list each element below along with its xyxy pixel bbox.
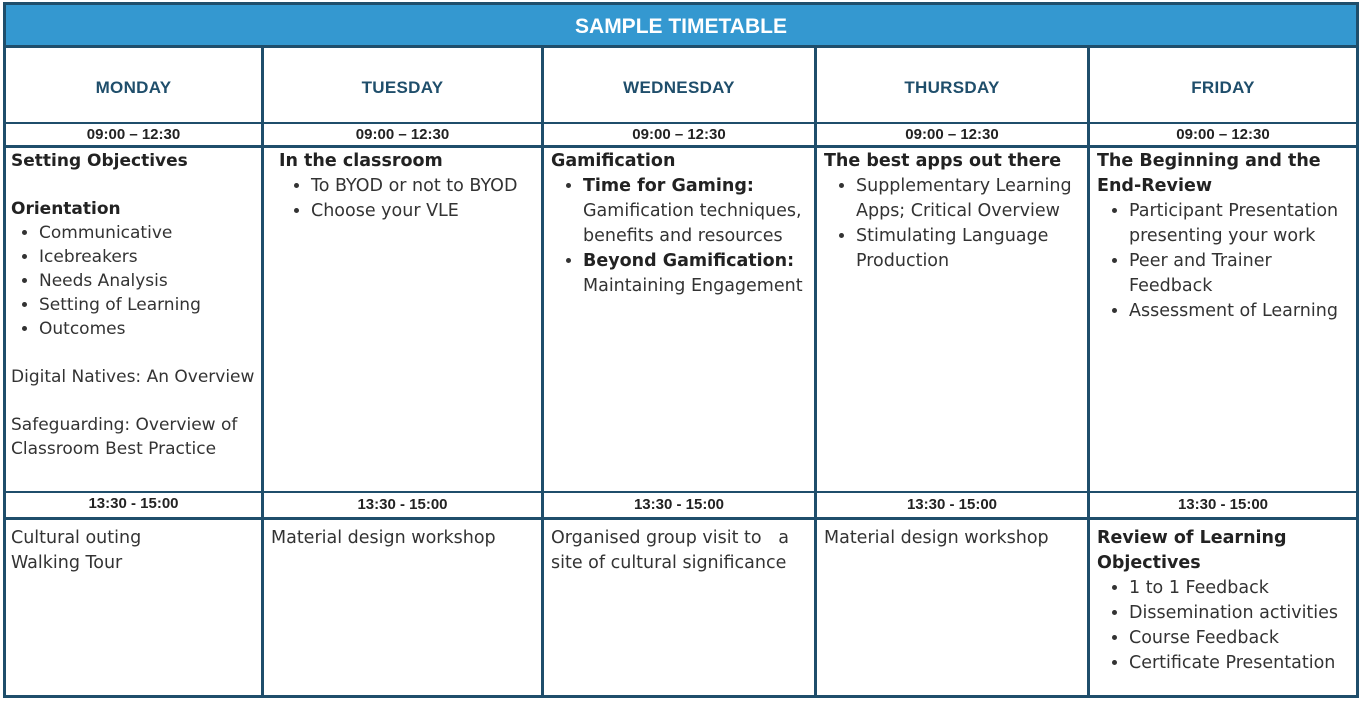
list-item: • Time for Gaming: Gamification techniques, benefits and resources — [583, 174, 812, 249]
morning-time-monday: 09:00 – 12:30 — [86, 126, 181, 143]
row-divider — [6, 517, 1356, 520]
monday-session-title: Setting Objectives — [11, 151, 188, 171]
afternoon-time-tuesday: 13:30 - 15:00 — [357, 496, 448, 513]
list-item: • 1 to 1 Feedback — [1129, 576, 1353, 601]
list-item: • Dissemination activities — [1129, 601, 1353, 626]
list-item: • Icebreakers — [39, 245, 261, 269]
list-item: • Assessment of Learning — [1129, 299, 1353, 324]
friday-morning-cell — [1097, 149, 1353, 324]
list-item: • Certificate Presentation — [1129, 651, 1353, 676]
list-item: • Stimulating Language Production — [856, 224, 1086, 274]
day-header-monday: MONDAY — [95, 78, 172, 97]
day-header-wednesday: WEDNESDAY — [623, 78, 735, 97]
friday-session-title: The Beginning and the End-Review — [1097, 151, 1321, 196]
day-header-friday: FRIDAY — [1191, 78, 1255, 97]
list-item: • Peer and Trainer Feedback — [1129, 249, 1353, 299]
tuesday-session-title: In the classroom — [279, 151, 443, 171]
morning-time-wednesday: 09:00 – 12:30 — [632, 126, 726, 143]
monday-extra-topic: Safeguarding: Overview of Classroom Best Practice — [11, 415, 238, 459]
list-item: • Participant Presentation presenting your work — [1129, 199, 1353, 249]
day-header-thursday: THURSDAY — [904, 78, 1000, 97]
thursday-afternoon-cell: Material design workshop — [824, 528, 1049, 548]
monday-session-subtitle: Orientation — [11, 199, 121, 219]
morning-time-friday: 09:00 – 12:30 — [1176, 126, 1270, 143]
timetable-title: SAMPLE TIMETABLE — [6, 5, 1356, 48]
friday-afternoon-cell — [1097, 526, 1353, 676]
tuesday-morning-cell — [279, 149, 537, 224]
afternoon-time-monday: 13:30 - 15:00 — [88, 495, 179, 512]
list-item: • Needs Analysis — [39, 269, 261, 293]
list-item: • Choose your VLE — [311, 199, 537, 224]
thursday-session-title: The best apps out there — [824, 151, 1062, 171]
morning-time-tuesday: 09:00 – 12:30 — [355, 126, 450, 143]
list-item: • Communicative — [39, 221, 261, 245]
wednesday-morning-cell — [551, 149, 812, 299]
list-item: • Beyond Gamification: Maintaining Engagement — [583, 249, 812, 299]
day-header-tuesday: TUESDAY — [361, 78, 444, 97]
list-item: • Supplementary Learning Apps; Critical Overview — [856, 174, 1086, 224]
monday-extra-topic: Digital Natives: An Overview — [11, 367, 255, 387]
list-item: • Setting of Learning — [39, 293, 261, 317]
monday-morning-cell — [11, 149, 261, 461]
afternoon-time-friday: 13:30 - 15:00 — [1177, 496, 1269, 513]
friday-afternoon-title: Review of Learning Objectives — [1097, 528, 1287, 573]
monday-afternoon-cell — [11, 526, 261, 576]
afternoon-time-wednesday: 13:30 - 15:00 — [633, 496, 725, 513]
tuesday-afternoon-cell: Material design workshop — [271, 528, 496, 548]
morning-time-thursday: 09:00 – 12:30 — [905, 126, 999, 143]
afternoon-time-thursday: 13:30 - 15:00 — [906, 496, 998, 513]
monday-afternoon-line: Cultural outing — [11, 528, 142, 548]
wednesday-afternoon-cell: Organised group visit to a site of cultural significance — [551, 528, 795, 573]
list-item: • Outcomes — [39, 317, 261, 341]
thursday-morning-cell — [824, 149, 1086, 274]
list-item: • Course Feedback — [1129, 626, 1353, 651]
monday-afternoon-line: Walking Tour — [11, 553, 123, 573]
list-item: • To BYOD or not to BYOD — [311, 174, 537, 199]
wednesday-session-title: Gamification — [551, 151, 676, 171]
